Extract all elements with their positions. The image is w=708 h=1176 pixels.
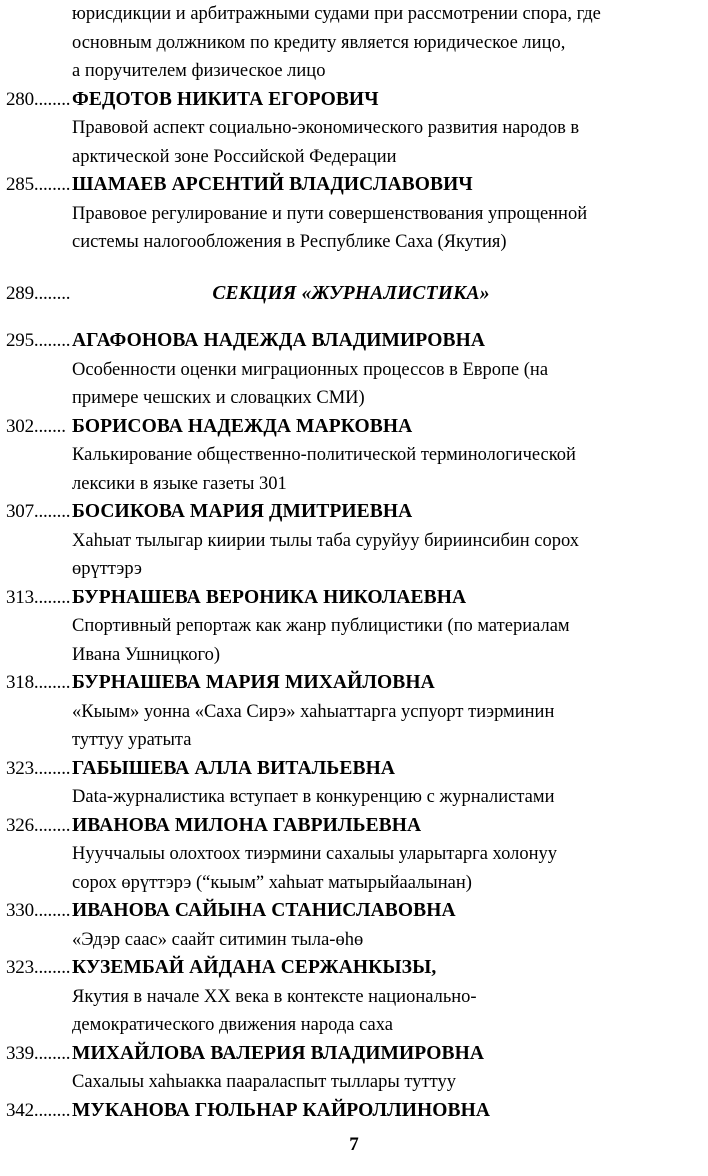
toc-entry-content bbox=[72, 954, 708, 1040]
toc-entry[interactable] bbox=[0, 327, 708, 413]
toc-page-number: 342........ bbox=[6, 1099, 71, 1121]
continued-title-line: основным должником по кредиту является юридическое лицо, bbox=[72, 32, 566, 53]
toc-entry-title-line: системы налогообложения в Республике Саха (Якутия) bbox=[72, 232, 507, 252]
toc-entry[interactable] bbox=[0, 413, 708, 499]
toc-entry-content bbox=[72, 498, 708, 584]
toc-entry-title-line: Ивана Ушницкого) bbox=[72, 644, 221, 665]
toc-entry-content bbox=[72, 86, 708, 172]
toc-entry-author: МИХАЙЛОВА ВАЛЕРИЯ ВЛАДИМИРОВНА bbox=[72, 1042, 485, 1064]
toc-page-number: 318........ bbox=[6, 672, 71, 693]
toc-entry-title-line: Калькирование общественно-политической терминологической bbox=[72, 445, 576, 465]
toc-entry-title-line: «Кыым» уонна «Саха Сирэ» хаһыаттарга успуорт тиэрминин bbox=[72, 701, 555, 722]
toc-section-title: СЕКЦИЯ «ЖУРНАЛИСТИКА» bbox=[212, 282, 490, 304]
toc-page-number: 307........ bbox=[6, 501, 71, 522]
toc-page-number: 313........ bbox=[6, 586, 71, 608]
toc-entry-content bbox=[72, 1097, 708, 1126]
toc-entry-title-line: Правовой аспект социально-экономического развития народов в bbox=[72, 118, 580, 138]
toc-page-number: 326........ bbox=[6, 814, 71, 836]
toc-entry-title-line: лексики в языке газеты 301 bbox=[72, 473, 287, 494]
toc-entry-author: БОРИСОВА НАДЕЖДА МАРКОВНА bbox=[72, 415, 413, 437]
toc-entry-author: ГАБЫШЕВА АЛЛА ВИТАЛЬЕВНА bbox=[72, 757, 396, 779]
page-folio-number: 7 bbox=[349, 1134, 359, 1155]
toc-page-number: 285........ bbox=[6, 174, 71, 195]
toc-page-number: 323........ bbox=[6, 957, 71, 978]
toc-page-number: 280........ bbox=[6, 88, 71, 110]
toc-entry-title-line: демократического движения народа саха bbox=[72, 1015, 393, 1035]
toc-entry-title-line: Якутия в начале XX века в контексте национально- bbox=[72, 986, 477, 1007]
toc-entry-title-line: Нууччалыы олохтоох тиэрмини сахалыы уларытарга холонуу bbox=[72, 844, 557, 864]
toc-entry[interactable] bbox=[0, 954, 708, 1040]
toc-page-number: 323........ bbox=[6, 757, 71, 779]
toc-entry-author: ШАМАЕВ АРСЕНТИЙ ВЛАДИСЛАВОВИЧ bbox=[72, 174, 473, 195]
toc-entry-content bbox=[72, 413, 708, 499]
toc-entry[interactable] bbox=[0, 755, 708, 812]
toc-entry-author: БОСИКОВА МАРИЯ ДМИТРИЕВНА bbox=[72, 501, 413, 522]
toc-entry-title-line: Хаһыат тылыгар киирии тылы таба суруйуу бириинсибин сорох bbox=[72, 530, 580, 551]
toc-entry-content bbox=[72, 1040, 708, 1097]
toc-entry-title-line: примере чешских и словацких СМИ) bbox=[72, 388, 365, 408]
toc-entry[interactable] bbox=[0, 86, 708, 172]
toc-entry-content bbox=[72, 755, 708, 812]
toc-entry-content bbox=[72, 669, 708, 755]
continued-entry-title bbox=[0, 0, 708, 86]
toc-entry[interactable] bbox=[0, 812, 708, 898]
toc-entry-title-line: Спортивный репортаж как жанр публицистики (по материалам bbox=[72, 616, 570, 636]
toc-entry-content bbox=[72, 584, 708, 670]
toc-entry-title-line: туттуу уратыта bbox=[72, 730, 192, 750]
toc-entry-author: АГАФОНОВА НАДЕЖДА ВЛАДИМИРОВНА bbox=[72, 330, 486, 351]
toc-entry-title-line: сорох өрүттэрэ (“кыым” хаһыат матырыйаалынан) bbox=[72, 872, 472, 893]
toc-entry-author: МУКАНОВА ГЮЛЬНАР КАЙРОЛЛИНОВНА bbox=[72, 1099, 491, 1121]
toc-section-heading bbox=[0, 280, 708, 309]
toc-page-number: 330........ bbox=[6, 900, 71, 921]
toc-entry-author: КУЗЕМБАЙ АЙДАНА СЕРЖАНКЫЗЫ, bbox=[72, 957, 437, 978]
toc-entry-title-line: арктической зоне Российской Федерации bbox=[72, 146, 397, 167]
toc-entry-title-line: Правовое регулирование и пути совершенствования упрощенной bbox=[72, 203, 588, 224]
toc-entry[interactable] bbox=[0, 1040, 708, 1097]
continued-title-line: а поручителем физическое лицо bbox=[72, 61, 326, 81]
toc-entry-author: БУРНАШЕВА ВЕРОНИКА НИКОЛАЕВНА bbox=[72, 586, 467, 608]
toc-entry[interactable] bbox=[0, 1097, 708, 1126]
toc-entry-title-line: Сахалыы хаһыакка паараласпыт тыллары туттуу bbox=[72, 1072, 456, 1092]
toc-entry[interactable] bbox=[0, 498, 708, 584]
continued-title-line: юрисдикции и арбитражными судами при рассмотрении спора, где bbox=[72, 4, 601, 24]
toc-entry-title-line: Data-журналистика вступает в конкуренцию с журналистами bbox=[72, 787, 555, 807]
toc-entry-author: ИВАНОВА САЙЫНА СТАНИСЛАВОВНА bbox=[72, 900, 456, 921]
toc-entry-content bbox=[72, 327, 708, 413]
toc-entry[interactable] bbox=[0, 171, 708, 257]
toc-page-number: 339........ bbox=[6, 1042, 71, 1064]
toc-section-page-number: 289........ bbox=[6, 282, 71, 304]
toc-entry-author: ИВАНОВА МИЛОНА ГАВРИЛЬЕВНА bbox=[72, 814, 422, 836]
toc-entry-content bbox=[72, 171, 708, 257]
toc-page-number: 302....... bbox=[6, 415, 66, 437]
toc-entry[interactable] bbox=[0, 669, 708, 755]
toc-page-number: 295........ bbox=[6, 330, 71, 351]
toc-entry-author: ФЕДОТОВ НИКИТА ЕГОРОВИЧ bbox=[72, 88, 379, 110]
toc-entry[interactable] bbox=[0, 584, 708, 670]
toc-entry-title-line: Особенности оценки миграционных процессов в Европе (на bbox=[72, 359, 549, 380]
toc-entry-content bbox=[72, 897, 708, 954]
toc-entry-author: БУРНАШЕВА МАРИЯ МИХАЙЛОВНА bbox=[72, 672, 435, 693]
toc-entry[interactable] bbox=[0, 897, 708, 954]
toc-entry-title-line: өрүттэрэ bbox=[72, 559, 142, 579]
toc-entry-content bbox=[72, 812, 708, 898]
toc-entry-title-line: «Эдэр саас» саайт ситимин тыла-өһө bbox=[72, 929, 364, 950]
